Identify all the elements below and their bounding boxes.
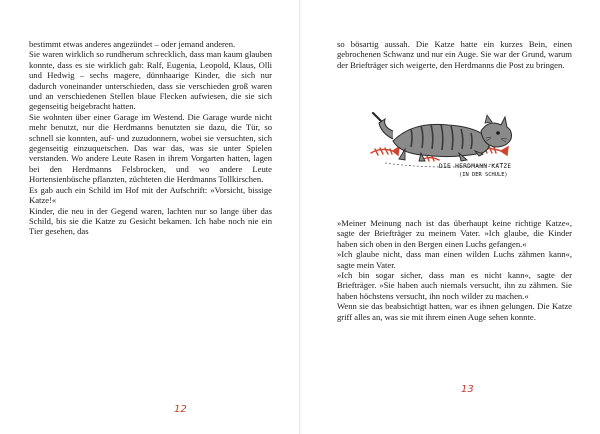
paragraph: Es gab auch ein Schild im Hof mit der Aufschrift: »Vorsicht, bissige Katze!« bbox=[29, 184, 272, 206]
paragraph: so bösartig aussah. Die Katze hatte ein kurzes Bein, einen gebrochenen Schwanz und nur ein Auge. Sie war der Grund, warum der Briefträger sich weigerte, den Herdmanns die Post zu bringen. bbox=[337, 39, 572, 70]
page-number-right: 13 bbox=[461, 384, 474, 395]
right-page-text-top bbox=[337, 39, 572, 70]
paragraph: Sie wohnten über einer Garage im Westend. Die Garage wurde nicht mehr benutzt, nur die Herdmanns benutzten sie dazu, die Tür, so schnell sie konnten, auf- und zuzudonnern, wobei sie versuchten, sich gegenseitig einzuquetschen. Das war das, was sie unter Spielen verstanden. Wo andere Leute Rasen in ihrem Vorgarten hatten, lagen bei den Herdmanns Felsbrocken, und wo andere Leute Hortensienbüsche pflanzten, züchteten die Herdmanns Tollkirschen. bbox=[29, 111, 272, 185]
caption-main: DIE HERDMANN-KATZE bbox=[439, 163, 512, 170]
illustration-caption bbox=[439, 163, 549, 185]
left-page bbox=[0, 0, 299, 434]
paragraph: Wenn sie das beabsichtigt hatten, war es ihnen gelungen. Die Katze griff alles an, was sie mit ihrem einen Auge sehen konnte. bbox=[337, 301, 572, 322]
page-number-left: 12 bbox=[174, 404, 187, 415]
caption-sub: (IN DER SCHULE) bbox=[459, 172, 508, 178]
right-page-text-bottom bbox=[337, 218, 572, 322]
paragraph: »Ich glaube nicht, dass man einen wilden Luchs zähmen kann«, sagte mein Vater. bbox=[337, 249, 572, 270]
paragraph: »Meiner Meinung nach ist das überhaupt keine richtige Katze«, sagte der Briefträger zu meinem Vater. »Ich glaube, die Kinder haben sich oben in den Bergen einen Luchs gefangen.« bbox=[337, 218, 572, 249]
paragraph: bestimmt etwas anderes angezündet – oder jemand anderen. bbox=[29, 39, 236, 49]
right-page bbox=[301, 0, 600, 434]
paragraph: Kinder, die neu in der Gegend waren, lachten nur so lange über das Schild, bis sie die Katze zu Gesicht bekamen. Ich habe noch nie ein Tier gesehen, das bbox=[29, 205, 272, 237]
paragraph: Sie waren wirklich so rundherum schrecklich, dass man kaum glauben konnte, dass es sie wirklich gab: Ralf, Eugenia, Leopold, Klaus, Olli und Hedwig – sechs magere, dünnhaarige Kinder, die sich nur dadurch voneinander unterschieden, dass sie verschieden groß waren und an verschiedenen Stellen blaue Flecken aufwiesen, die sie sich gegenseitig beigebracht hatten. bbox=[29, 49, 272, 112]
cat-figure bbox=[373, 113, 512, 161]
paragraph: »Ich bin sogar sicher, dass man es nicht kann«, sagte der Briefträger. »Sie haben auch niemals versucht, ihn zu zähmen. Sie haben höchstens versucht, ihn noch wilder zu machen.« bbox=[337, 270, 572, 301]
left-page-text bbox=[29, 39, 272, 237]
